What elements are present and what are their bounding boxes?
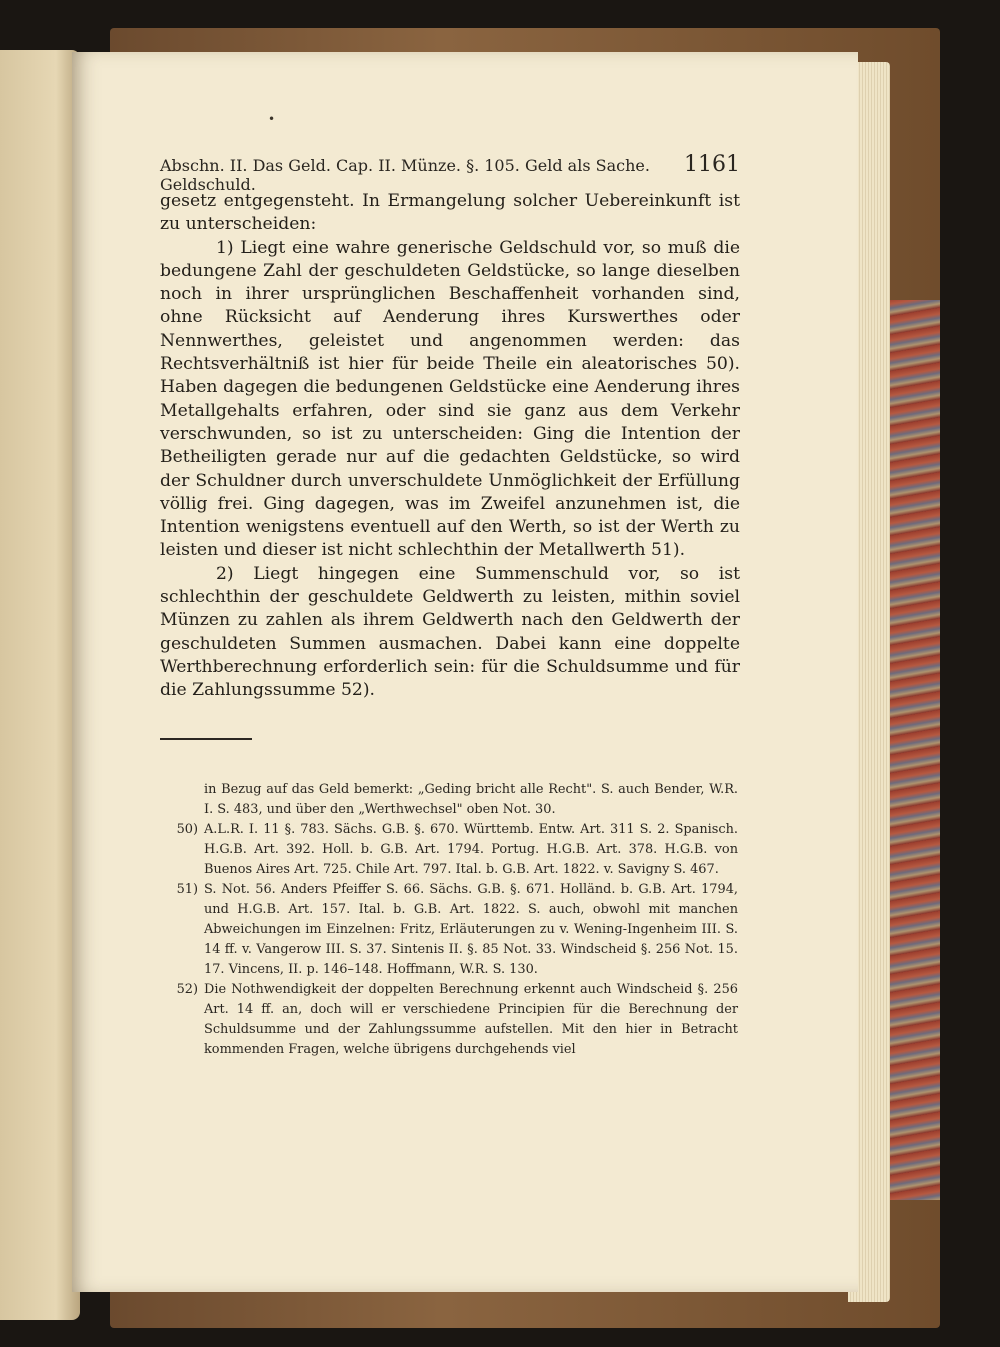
- main-text: [160, 190, 740, 703]
- paragraph: 2) Liegt hingegen eine Summenschuld vor, so ist schlechthin der geschuldete Geldwerth zu leisten, mithin soviel Münzen zu zahlen als ihrem Geldwerth nach den Geldwerth der geschuldeten Summen ausmachen. Dabei kann eine doppelte Werthberechnung erforderlich sein: für die Schuldsumme und für die Zahlungssumme 52).: [160, 563, 740, 701]
- page-number: 1161: [684, 152, 740, 177]
- paragraph: 1) Liegt eine wahre generische Geldschuld vor, so muß die bedungene Zahl der geschuldeten Geldstücke, so lange dieselben noch in ihrer ursprünglichen Beschaffenheit vorhanden sind, ohne Rücksicht auf Aenderung ihres Kurswerthes oder Nennwerthes, geleistet und angenommen werden: das Rechtsverhältniß ist hier für beide Theile ein aleatorisches 50). Haben dagegen die bedungenen Geldstücke eine Aenderung ihres Metallgehalts erfahren, oder sind sie ganz aus dem Verkehr verschwunden, so ist zu unterscheiden: Ging die Intention der Betheiligten gerade nur auf die gedachten Geldstücke, so wird der Schuldner durch unverschuldete Unmöglichkeit der Erfüllung völlig frei. Ging dagegen, was im Zweifel anzunehmen ist, die Intention wenigstens eventuell auf den Werth, so ist der Werth zu leisten und dieser ist nicht schlechthin der Metallwerth 51).: [160, 237, 740, 561]
- running-head: [160, 152, 740, 194]
- footnote-rule: [160, 738, 252, 740]
- footnote: [160, 820, 738, 880]
- footnote: [160, 880, 738, 980]
- footnote-text: Die Nothwendigkeit der doppelten Berechnung erkennt auch Windscheid §. 256 Art. 14 ff. an, doch will er verschiedene Principien für die Berechnung der Schuldsumme und der Zahlungssumme aufstellen. Mit den hier in Betracht kommenden Fragen, welche übrigens durchgehends viel: [204, 982, 738, 1057]
- footnote-number: 51): [176, 882, 198, 897]
- ink-mark: •: [268, 112, 276, 126]
- footnote-text: in Bezug auf das Geld bemerkt: „Geding bricht alle Recht". S. auch Bender, W.R. I. S. 483, und über den „Werthwechsel" oben Not. 30.: [204, 782, 738, 817]
- running-head-title: Abschn. II. Das Geld. Cap. II. Münze. §. 105. Geld als Sache. Geldschuld.: [160, 156, 650, 194]
- footnote: [160, 980, 738, 1060]
- paragraph: gesetz entgegensteht. In Ermangelung solcher Uebereinkunft ist zu unterscheiden:: [160, 191, 740, 235]
- footnote-number: 50): [176, 822, 198, 837]
- left-page-edge: [0, 50, 80, 1320]
- footnote-number: 52): [176, 982, 198, 997]
- footnote-text: S. Not. 56. Anders Pfeiffer S. 66. Sächs. G.B. §. 671. Holländ. b. G.B. Art. 1794, und H.G.B. Art. 157. Ital. b. G.B. Art. 1822. S. auch, obwohl mit manchen Abweichungen im Einzelnen: Fritz, Erläuterungen zu v. Wening-Ingenheim III. S. 14 ff. v. Vangerow III. S. 37. Sintenis II. §. 85 Not. 33. Windscheid §. 256 Not. 15. 17. Vincens, II. p. 146–148. Hoffmann, W.R. S. 130.: [204, 882, 738, 977]
- footnotes: [160, 780, 738, 1060]
- footnote-text: A.L.R. I. 11 §. 783. Sächs. G.B. §. 670. Württemb. Entw. Art. 311 S. 2. Spanisch. H.G.B. Art. 392. Holl. b. G.B. Art. 1794. Portug. H.G.B. Art. 378. H.G.B. von Buenos Aires Art. 725. Chile Art. 797. Ital. b. G.B. Art. 1822. v. Savigny S. 467.: [204, 822, 738, 877]
- footnote: [160, 780, 738, 820]
